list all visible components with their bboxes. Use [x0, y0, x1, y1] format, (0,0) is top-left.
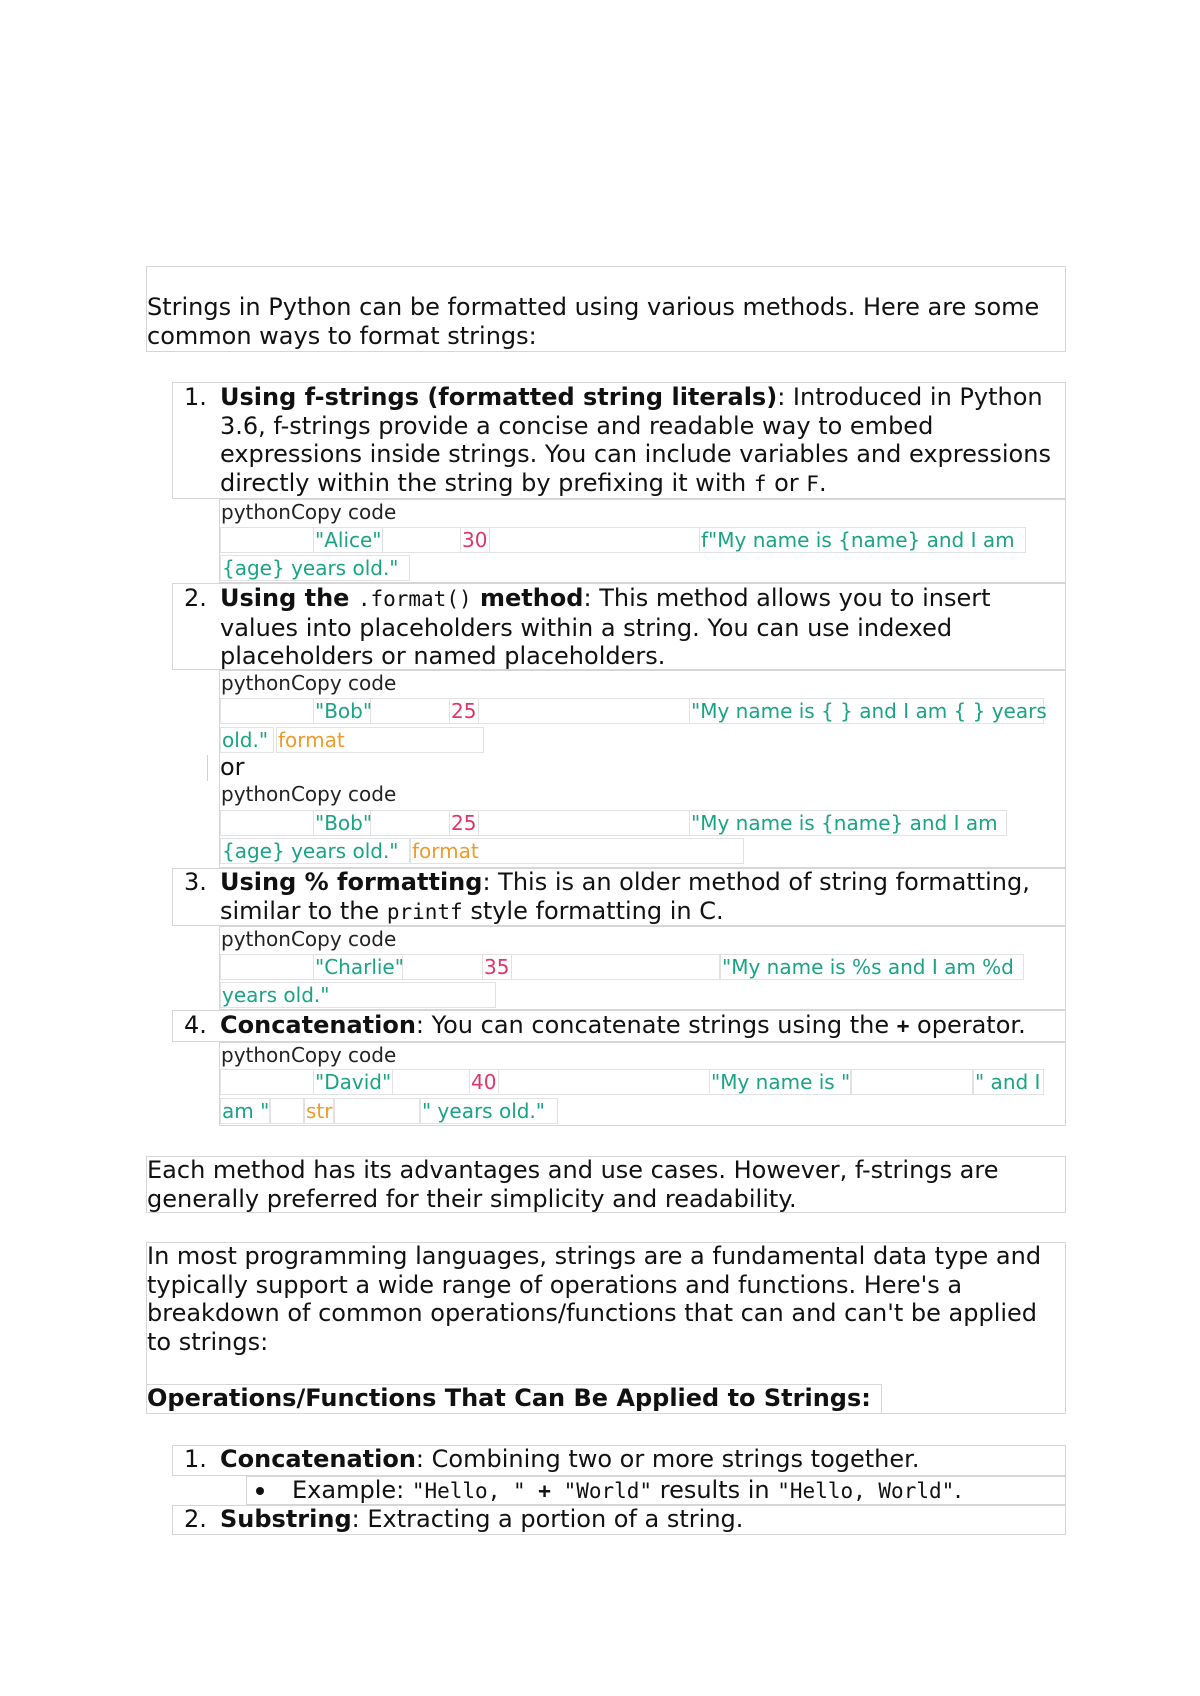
- method-1-end: .: [818, 468, 827, 497]
- code-token-number: 40: [469, 1069, 499, 1095]
- code-token-fstring: f"My name is {name} and I am: [699, 527, 1026, 553]
- ops-heading: [147, 1384, 871, 1413]
- op-1-example-mid: results in: [652, 1476, 778, 1504]
- code-token-space: [270, 1098, 304, 1124]
- method-2-or: or: [220, 753, 245, 781]
- method-1-title: Using f-strings (formatted string literals): [220, 383, 778, 411]
- ops-heading-text: Operations/Functions That Can Be Applied to Strings:: [147, 1384, 871, 1412]
- method-2-code-label: pythonCopy code: [221, 671, 397, 695]
- code-token-function: str: [306, 1099, 333, 1123]
- method-2-text: [220, 584, 1066, 671]
- ops-intro-paragraph: In most programming languages, strings are a fundamental data type and typically support a wide range of operations and functions. Here's a breakdown of common operations/functions that can and can't be applied to strings:: [147, 1242, 1042, 1356]
- code-token-method: format: [276, 727, 484, 753]
- method-4-desc-end: operator.: [909, 1011, 1026, 1039]
- op-1-number: 1.: [184, 1445, 207, 1473]
- op-1-example-end: .: [954, 1476, 962, 1504]
- code-token-string: "Alice": [315, 528, 382, 552]
- method-4-desc: : You can concatenate strings using the: [415, 1011, 897, 1039]
- method-2-desc: : This method allows you to insert values into placeholders within a string. You can use indexed placeholders or named placeholders.: [220, 584, 991, 670]
- method-2-title-code: .format(): [357, 587, 472, 611]
- op-1-example-code-2: "World": [563, 1479, 653, 1503]
- code-token-string: "My name is %s and I am %d: [720, 954, 1024, 980]
- op-1-text: [220, 1445, 1066, 1474]
- code-token-string: "David": [315, 1070, 392, 1094]
- op-1-example-plus: +: [525, 1479, 564, 1503]
- op-1-title: Concatenation: [220, 1445, 416, 1473]
- method-1-code-F: F: [806, 471, 819, 496]
- method-3-title: Using % formatting: [220, 868, 483, 896]
- intro-paragraph: Strings in Python can be formatted using various methods. Here are some common ways to format strings:: [147, 293, 1040, 350]
- code-token-string-cont: {age} years old.": [220, 838, 410, 864]
- method-4-code-label: pythonCopy code: [221, 1043, 397, 1067]
- op-1-example-code-1: "Hello, ": [411, 1479, 526, 1503]
- method-3-code-label: pythonCopy code: [221, 927, 397, 951]
- method-1-code-f: f: [753, 471, 767, 496]
- method-4-code: +: [896, 1014, 910, 1038]
- code-token-string-cont: years old.": [220, 982, 496, 1008]
- op-1-example-code-3: "Hello, World": [777, 1479, 955, 1503]
- code-token-string: "Bob": [315, 699, 373, 723]
- op-1-example-label: Example:: [292, 1476, 412, 1504]
- code-token-number: 30: [460, 527, 490, 553]
- advantages-paragraph: Each method has its advantages and use cases. However, f-strings are generally preferred for their simplicity and readability.: [147, 1156, 999, 1213]
- code-token-method: format: [410, 838, 744, 864]
- code-token-variable: [851, 1069, 973, 1095]
- code-token-string: " years old.": [420, 1098, 558, 1124]
- method-3-desc: : This is an older method of string formatting, similar to the: [220, 868, 1030, 925]
- method-3-text: [220, 868, 1066, 926]
- code-token-string: "My name is {name} and I am: [689, 810, 1007, 836]
- method-3-desc-end: style formatting in C.: [462, 896, 724, 925]
- method-3-code-line: [220, 954, 720, 980]
- method-4-code-line: [220, 1069, 710, 1095]
- or-divider: [207, 755, 208, 781]
- op-1-example: [292, 1476, 1066, 1506]
- code-token-string: "My name is { } and I am { } years: [691, 699, 1047, 723]
- method-3-code: printf: [386, 899, 463, 924]
- code-token-string: "Bob": [315, 811, 373, 835]
- op-2-number: 2.: [184, 1505, 207, 1533]
- code-token-number: 25: [449, 698, 479, 724]
- code-token-string: " and I: [973, 1069, 1044, 1095]
- code-token-string: "My name is ": [711, 1070, 851, 1094]
- code-token-number: 25: [449, 810, 479, 836]
- method-2-code-label-b: pythonCopy code: [221, 782, 397, 806]
- method-3-number: 3.: [184, 868, 207, 896]
- code-token-string-cont: am ": [222, 1099, 270, 1123]
- method-1-number: 1.: [184, 383, 207, 411]
- method-1-or: or: [766, 468, 807, 497]
- method-4-number: 4.: [184, 1011, 207, 1039]
- code-token-variable: [334, 1098, 420, 1124]
- method-1-desc: : Introduced in Python 3.6, f-strings provide a concise and readable way to embed expressions inside strings. You can include variables and expressions directly within the string by prefixing it with: [220, 383, 1051, 497]
- op-1-desc: : Combining two or more strings together.: [415, 1445, 920, 1473]
- bullet-icon: [256, 1487, 264, 1495]
- code-token-string: "Charlie": [315, 955, 404, 979]
- op-2-desc: : Extracting a portion of a string.: [351, 1505, 744, 1533]
- method-2-title-post: method: [471, 584, 584, 612]
- code-token-fstring-cont: {age} years old.": [220, 555, 410, 581]
- code-token-string-cont: old.": [220, 727, 274, 753]
- method-2-number: 2.: [184, 584, 207, 612]
- op-2-title: Substring: [220, 1505, 352, 1533]
- method-4-title: Concatenation: [220, 1011, 416, 1039]
- method-1-text: [220, 383, 1066, 498]
- method-1-code-label: pythonCopy code: [221, 500, 397, 524]
- op-2-text: [220, 1505, 1066, 1534]
- method-4-text: [220, 1011, 1066, 1041]
- code-token-number: 35: [482, 954, 512, 980]
- method-2-title-pre: Using the: [220, 584, 358, 612]
